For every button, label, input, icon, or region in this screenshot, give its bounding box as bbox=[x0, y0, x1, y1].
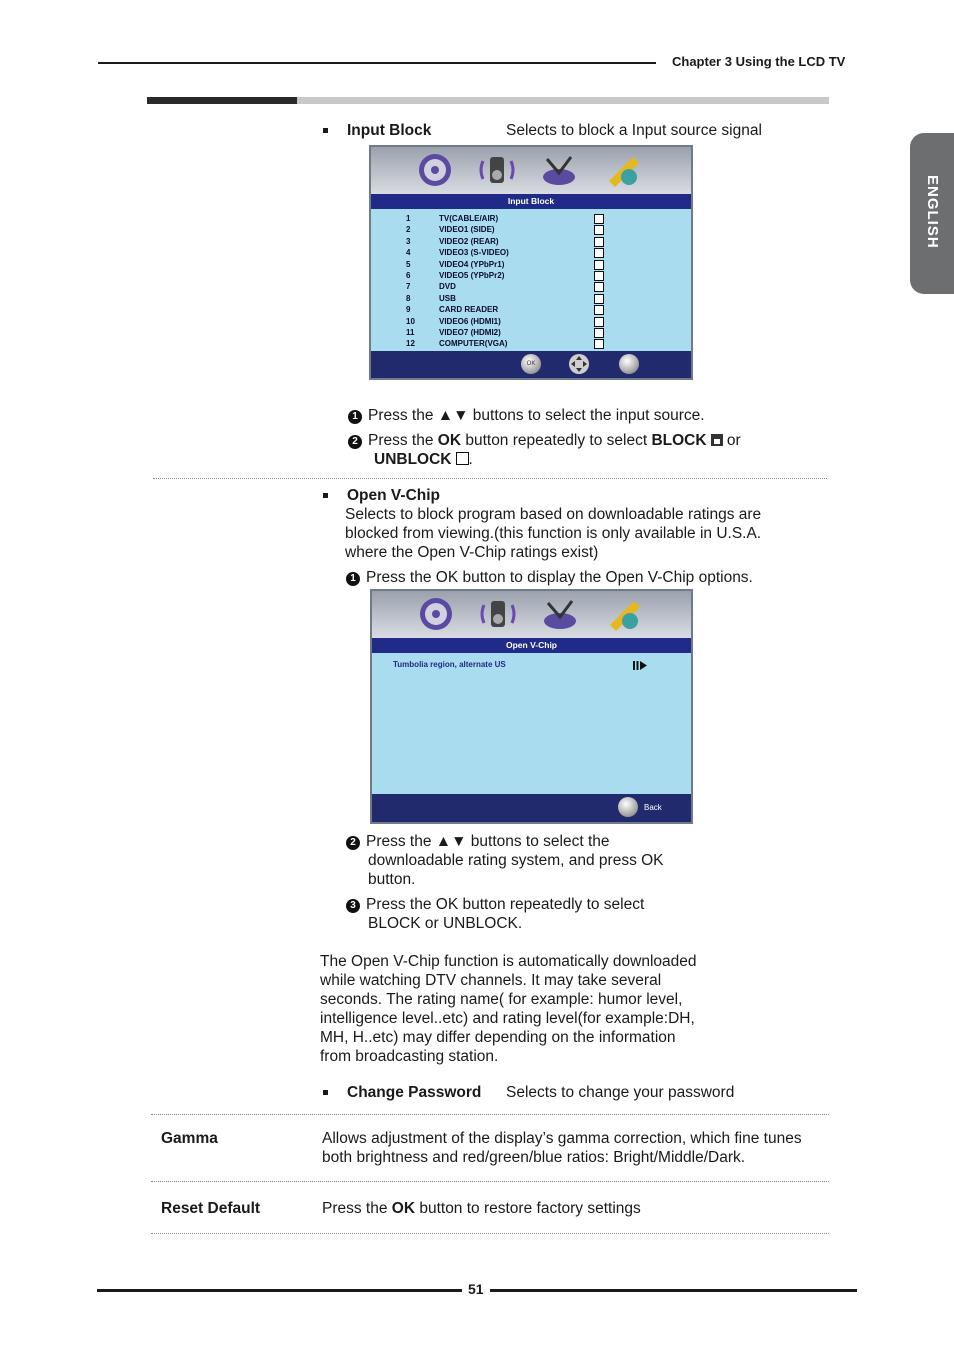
vchip-note-5: MH, H..etc) may differ depending on the information bbox=[320, 1029, 676, 1046]
language-tab-label: ENGLISH bbox=[924, 175, 941, 249]
divider bbox=[151, 1114, 829, 1115]
input-source-row[interactable] bbox=[371, 224, 691, 235]
input-source-label: TV(CABLE/AIR) bbox=[439, 214, 499, 223]
lock-icon bbox=[711, 434, 723, 446]
input-source-label: VIDEO7 (HDMI2) bbox=[439, 328, 501, 337]
block-checkbox[interactable] bbox=[594, 328, 604, 338]
menu-button-bar bbox=[372, 794, 691, 822]
vchip-step-3: 3 Press the OK button repeatedly to select bbox=[346, 895, 644, 914]
input-source-number: 10 bbox=[406, 316, 415, 326]
vchip-desc-3: where the Open V-Chip ratings exist) bbox=[345, 544, 599, 561]
input-source-row[interactable] bbox=[371, 270, 691, 281]
vchip-note-3: seconds. The rating name( for example: humor level, bbox=[320, 991, 683, 1008]
step-number-badge: 2 bbox=[346, 836, 360, 850]
vchip-step-3-line-2: BLOCK or UNBLOCK. bbox=[368, 915, 523, 932]
input-source-label: VIDEO5 (YPbPr2) bbox=[439, 271, 505, 280]
input-source-label: COMPUTER(VGA) bbox=[439, 339, 508, 349]
back-label: Back bbox=[644, 803, 662, 812]
input-source-row[interactable] bbox=[371, 259, 691, 270]
input-block-desc: Selects to block a Input source signal bbox=[506, 122, 762, 139]
header-rule bbox=[98, 62, 656, 64]
input-source-number: 3 bbox=[406, 236, 411, 246]
speaker-icon bbox=[478, 595, 518, 633]
change-password-title: Change Password bbox=[347, 1084, 482, 1101]
input-source-row[interactable] bbox=[371, 236, 691, 247]
input-source-number: 12 bbox=[406, 339, 415, 349]
vchip-note-1: The Open V-Chip function is automatically downloaded bbox=[320, 953, 697, 970]
section-bar-dark bbox=[147, 97, 297, 104]
vchip-step-1: 1 Press the OK button to display the Open V-Chip options. bbox=[346, 568, 753, 587]
settings-tools-icon bbox=[604, 595, 644, 633]
block-checkbox[interactable] bbox=[594, 339, 604, 349]
gamma-title: Gamma bbox=[161, 1130, 218, 1147]
navigation-pad-icon[interactable] bbox=[569, 354, 589, 374]
vchip-desc-2: blocked from viewing.(this function is only available in U.S.A. bbox=[345, 525, 762, 542]
footer-rule-left bbox=[97, 1289, 462, 1292]
bullet-icon bbox=[323, 493, 328, 498]
input-source-row[interactable] bbox=[371, 213, 691, 224]
menu-button[interactable] bbox=[619, 354, 639, 374]
step-number-badge: 2 bbox=[348, 435, 362, 449]
play-pause-icon bbox=[633, 661, 647, 670]
block-checkbox[interactable] bbox=[594, 317, 604, 327]
gamma-desc-2: both brightness and red/green/blue ratios: Bright/Middle/Dark. bbox=[322, 1149, 746, 1166]
input-block-step-1: 1 Press the ▲▼ buttons to select the input source. bbox=[348, 406, 705, 425]
picture-disc-icon bbox=[416, 595, 456, 633]
block-checkbox[interactable] bbox=[594, 248, 604, 258]
input-source-row[interactable] bbox=[371, 338, 691, 349]
block-checkbox[interactable] bbox=[594, 225, 604, 235]
menu-back-button[interactable] bbox=[618, 797, 638, 817]
vchip-note-6: from broadcasting station. bbox=[320, 1048, 499, 1065]
step-number-badge: 1 bbox=[348, 410, 362, 424]
block-checkbox[interactable] bbox=[594, 237, 604, 247]
divider bbox=[153, 478, 827, 479]
input-source-label: VIDEO3 (S-VIDEO) bbox=[439, 248, 509, 258]
gamma-desc-1: Allows adjustment of the display’s gamma correction, which fine tunes bbox=[322, 1130, 802, 1147]
menu-title-bar: Input Block bbox=[371, 194, 691, 209]
section-bar-light bbox=[297, 97, 829, 104]
vchip-title: Open V-Chip bbox=[347, 487, 440, 504]
input-block-step-2-cont: UNBLOCK . bbox=[374, 451, 473, 468]
vchip-desc-1: Selects to block program based on downloadable ratings are bbox=[345, 506, 762, 523]
reset-default-desc: Press the OK button to restore factory settings bbox=[322, 1200, 641, 1217]
input-source-list bbox=[371, 213, 691, 353]
input-source-number: 8 bbox=[406, 293, 411, 303]
language-tab bbox=[910, 133, 954, 294]
reset-default-title: Reset Default bbox=[161, 1200, 261, 1217]
input-source-number: 7 bbox=[406, 282, 411, 292]
input-source-label: CARD READER bbox=[439, 305, 499, 315]
picture-disc-icon bbox=[415, 151, 455, 189]
input-source-label: VIDEO4 (YPbPr1) bbox=[439, 259, 505, 269]
block-checkbox[interactable] bbox=[594, 294, 604, 304]
input-source-label: USB bbox=[439, 293, 456, 303]
block-checkbox[interactable] bbox=[594, 214, 604, 224]
satellite-dish-icon bbox=[540, 595, 580, 633]
block-checkbox[interactable] bbox=[594, 271, 604, 281]
input-source-label: DVD bbox=[439, 282, 456, 292]
input-source-number: 4 bbox=[406, 248, 411, 258]
input-source-label: VIDEO1 (SIDE) bbox=[439, 225, 495, 235]
input-block-menu bbox=[369, 145, 693, 380]
satellite-dish-icon bbox=[539, 151, 579, 189]
block-checkbox[interactable] bbox=[594, 305, 604, 315]
step-number-badge: 3 bbox=[346, 899, 360, 913]
bullet-icon bbox=[323, 1090, 328, 1095]
step-number-badge: 1 bbox=[346, 572, 360, 586]
input-source-number: 5 bbox=[406, 259, 411, 269]
vchip-step-2: 2 Press the ▲▼ buttons to select the bbox=[346, 832, 610, 851]
input-source-label: VIDEO6 (HDMI1) bbox=[439, 316, 501, 326]
chapter-title: Chapter 3 Using the LCD TV bbox=[672, 54, 846, 69]
input-source-number: 2 bbox=[406, 225, 411, 235]
input-block-title: Input Block bbox=[347, 122, 432, 139]
vchip-note-2: while watching DTV channels. It may take several bbox=[320, 972, 662, 989]
input-source-row[interactable] bbox=[371, 304, 691, 315]
settings-tools-icon bbox=[603, 151, 643, 189]
change-password-desc: Selects to change your password bbox=[506, 1084, 735, 1101]
block-checkbox[interactable] bbox=[594, 282, 604, 292]
divider bbox=[151, 1233, 829, 1234]
input-source-number: 11 bbox=[406, 328, 415, 337]
ok-button[interactable]: OK bbox=[521, 354, 541, 374]
input-source-row[interactable] bbox=[371, 247, 691, 258]
menu-button-bar bbox=[371, 351, 691, 378]
menu-icon-bar bbox=[371, 147, 691, 194]
footer-rule-right bbox=[490, 1289, 857, 1292]
menu-title-bar: Open V-Chip bbox=[372, 638, 691, 653]
unlocked-box-icon bbox=[456, 452, 469, 465]
input-source-row[interactable] bbox=[371, 281, 691, 292]
vchip-note-4: intelligence level..etc) and rating level(for example:DH, bbox=[320, 1010, 695, 1027]
input-source-row[interactable] bbox=[371, 316, 691, 327]
vchip-step-2-line-2: downloadable rating system, and press OK bbox=[368, 852, 664, 869]
input-source-number: 1 bbox=[406, 214, 411, 223]
menu-icon-bar bbox=[372, 591, 691, 638]
input-source-number: 9 bbox=[406, 305, 411, 315]
input-block-step-2: 2 Press the OK button repeatedly to select BLOCK or bbox=[348, 431, 768, 450]
block-checkbox[interactable] bbox=[594, 260, 604, 270]
region-item[interactable]: Tumbolia region, alternate US bbox=[393, 660, 506, 669]
input-source-number: 6 bbox=[406, 271, 411, 280]
speaker-icon bbox=[477, 151, 517, 189]
input-source-label: VIDEO2 (REAR) bbox=[439, 236, 499, 246]
vchip-menu bbox=[370, 589, 693, 824]
vchip-step-2-line-3: button. bbox=[368, 871, 416, 888]
page-number: 51 bbox=[468, 1281, 484, 1297]
input-source-row[interactable] bbox=[371, 327, 691, 338]
input-source-row[interactable] bbox=[371, 293, 691, 304]
divider bbox=[151, 1181, 829, 1182]
bullet-icon bbox=[323, 128, 328, 133]
